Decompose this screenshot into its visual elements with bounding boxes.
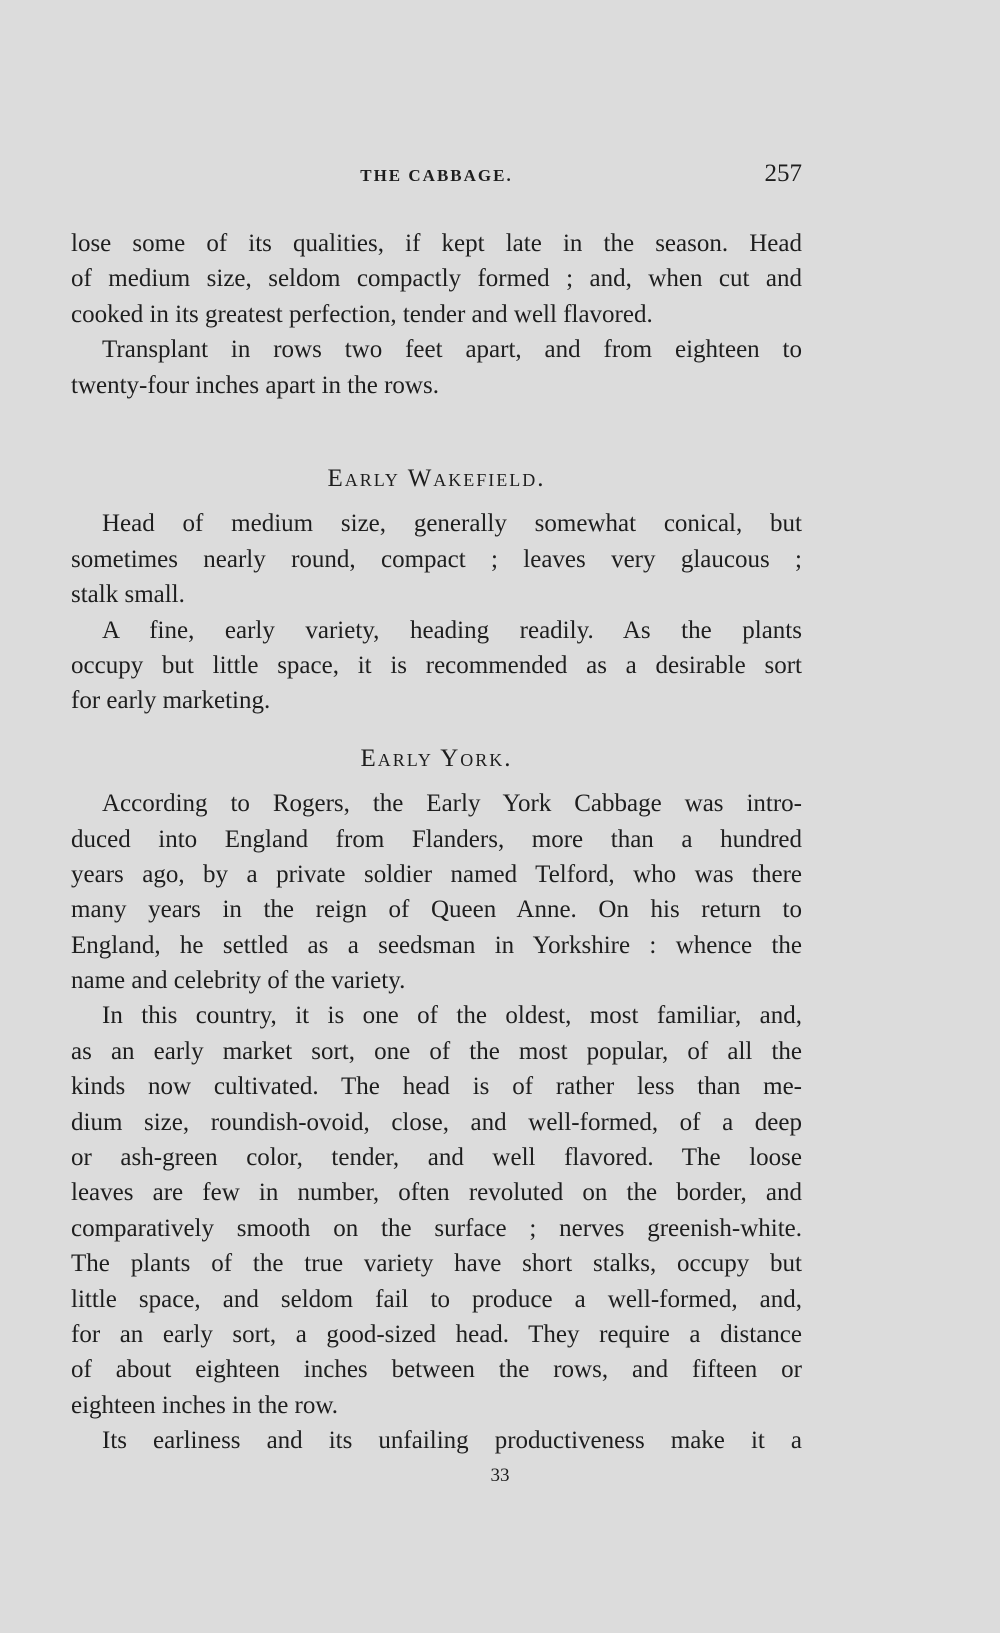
running-header: [71, 160, 802, 190]
paragraph: [71, 226, 802, 332]
text-line: A fine, early variety, heading readily. As the plants: [102, 616, 802, 644]
section-heading: Early Wakefield.: [327, 464, 546, 492]
text-line: for an early sort, a good-sized head. They require a distance: [71, 1320, 802, 1348]
text-line: In this country, it is one of the oldest, most familiar, and,: [102, 1002, 802, 1030]
text-line: of medium size, seldom compactly formed ; and, when cut and: [71, 265, 802, 293]
text-line: lose some of its qualities, if kept late in the season. Head: [71, 230, 802, 257]
paragraph: [71, 332, 802, 403]
text-line: Head of medium size, generally somewhat conical, but: [102, 510, 802, 538]
text-line: for early marketing.: [71, 687, 271, 715]
paragraph: [71, 506, 802, 612]
section-heading: Early York.: [360, 744, 513, 772]
signature-mark: 33: [490, 1465, 510, 1486]
text-line: According to Rogers, the Early York Cabbage was intro-: [102, 790, 802, 818]
text-line: Transplant in rows two feet apart, and from eighteen to: [102, 336, 802, 364]
text-line: England, he settled as a seedsman in Yorkshire : whence the: [71, 931, 802, 959]
text-line: as an early market sort, one of the most popular, of all the: [71, 1037, 802, 1065]
paragraph: [71, 613, 802, 719]
text-line: years ago, by a private soldier named Telford, who was there: [71, 860, 802, 888]
paragraph: [71, 998, 802, 1423]
text-line: little space, and seldom fail to produce a well-formed, and,: [71, 1285, 802, 1313]
text-line: stalk small.: [71, 581, 185, 609]
paragraph: [71, 786, 802, 998]
text-line: duced into England from Flanders, more than a hundred: [71, 825, 802, 853]
running-title: THE CABBAGE.: [360, 166, 513, 185]
text-line: many years in the reign of Queen Anne. On his return to: [71, 896, 802, 924]
text-line: leaves are few in number, often revoluted on the border, and: [71, 1179, 802, 1207]
text-line: comparatively smooth on the surface ; nerves greenish-white.: [71, 1214, 802, 1242]
paragraph: [71, 1423, 802, 1458]
text-line: or ash-green color, tender, and well flavored. The loose: [71, 1144, 802, 1172]
text-line: twenty-four inches apart in the rows.: [71, 371, 439, 399]
text-line: The plants of the true variety have short stalks, occupy but: [71, 1250, 802, 1278]
text-line: Its earliness and its unfailing productiveness make it a: [102, 1427, 802, 1455]
text-line: kinds now cultivated. The head is of rather less than me-: [71, 1073, 802, 1101]
text-line: eighteen inches in the row.: [71, 1391, 339, 1419]
text-line: occupy but little space, it is recommended as a desirable sort: [71, 651, 802, 679]
text-line: name and celebrity of the variety.: [71, 967, 406, 995]
page-body: [71, 226, 802, 1459]
text-line: dium size, roundish-ovoid, close, and well-formed, of a deep: [71, 1108, 802, 1136]
text-line: cooked in its greatest perfection, tender and well flavored.: [71, 300, 653, 328]
text-line: sometimes nearly round, compact ; leaves very glaucous ;: [71, 545, 802, 573]
page-number: 257: [764, 160, 802, 187]
text-line: of about eighteen inches between the rows, and fifteen or: [71, 1356, 802, 1384]
